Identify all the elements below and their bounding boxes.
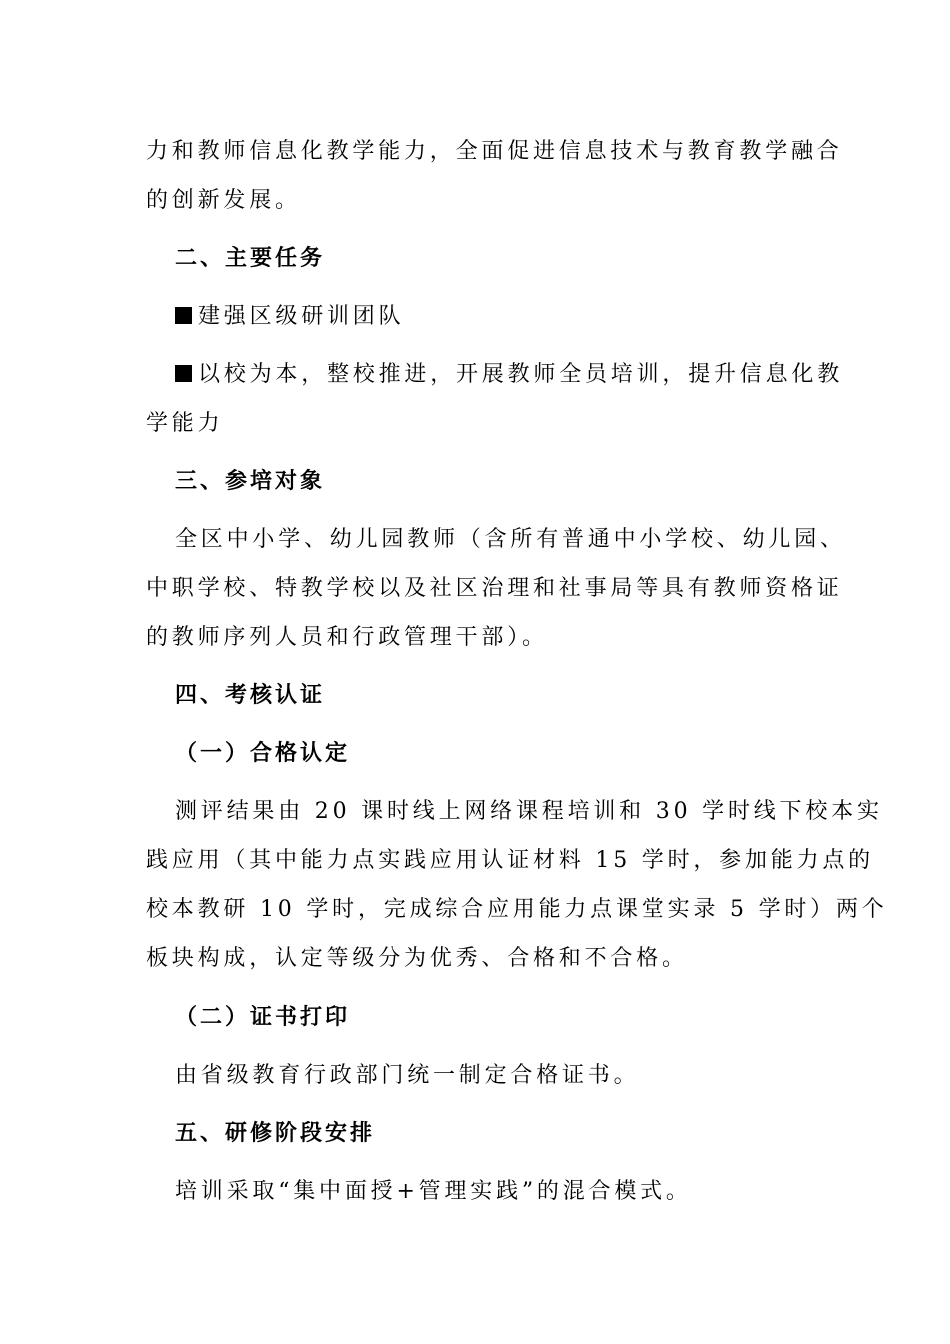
heading-assessment: 四、考核认证 [175,683,326,708]
square-bullet-icon [175,307,192,324]
participants-line-1: 全区中小学、幼儿园教师（含所有普通中小学校、幼儿园、 [175,527,846,552]
subheading-qualification: （一）合格认定 [175,741,351,766]
heading-participants: 三、参培对象 [175,469,326,494]
qualification-line-2: 践应用（其中能力点实践应用认证材料 15 学时，参加能力点的 [146,848,874,873]
qualification-line-3: 校本教研 10 学时，完成综合应用能力点课堂实录 5 学时）两个 [146,897,888,922]
task-item-1-text: 建强区级研训团队 [198,304,405,329]
heading-schedule: 五、研修阶段安排 [175,1121,376,1146]
task-item-2 [175,360,843,390]
heading-main-tasks: 二、主要任务 [175,246,326,271]
participants-line-2: 中职学校、特教学校以及社区治理和社事局等具有教师资格证 [146,576,843,601]
intro-line-2: 的创新发展。 [146,188,301,213]
qualification-line-1: 测评结果由 20 课时线上网络课程培训和 30 学时线下校本实 [175,799,883,824]
participants-line-3: 的教师序列人员和行政管理干部）。 [146,625,548,650]
task-item-2-cont: 学能力 [146,411,224,436]
intro-line-1: 力和教师信息化教学能力，全面促进信息技术与教育教学融合 [146,139,843,164]
certificate-text: 由省级教育行政部门统一制定合格证书。 [175,1063,640,1088]
task-item-1 [175,302,404,332]
task-item-2-text: 以校为本，整校推进，开展教师全员培训，提升信息化教 [198,362,844,387]
square-bullet-icon [175,365,192,382]
subheading-certificate: （二）证书打印 [175,1005,351,1030]
qualification-line-4: 板块构成，认定等级分为优秀、合格和不合格。 [146,946,688,971]
mode-text: 培训采取“集中面授+管理实践”的混合模式。 [175,1179,692,1204]
